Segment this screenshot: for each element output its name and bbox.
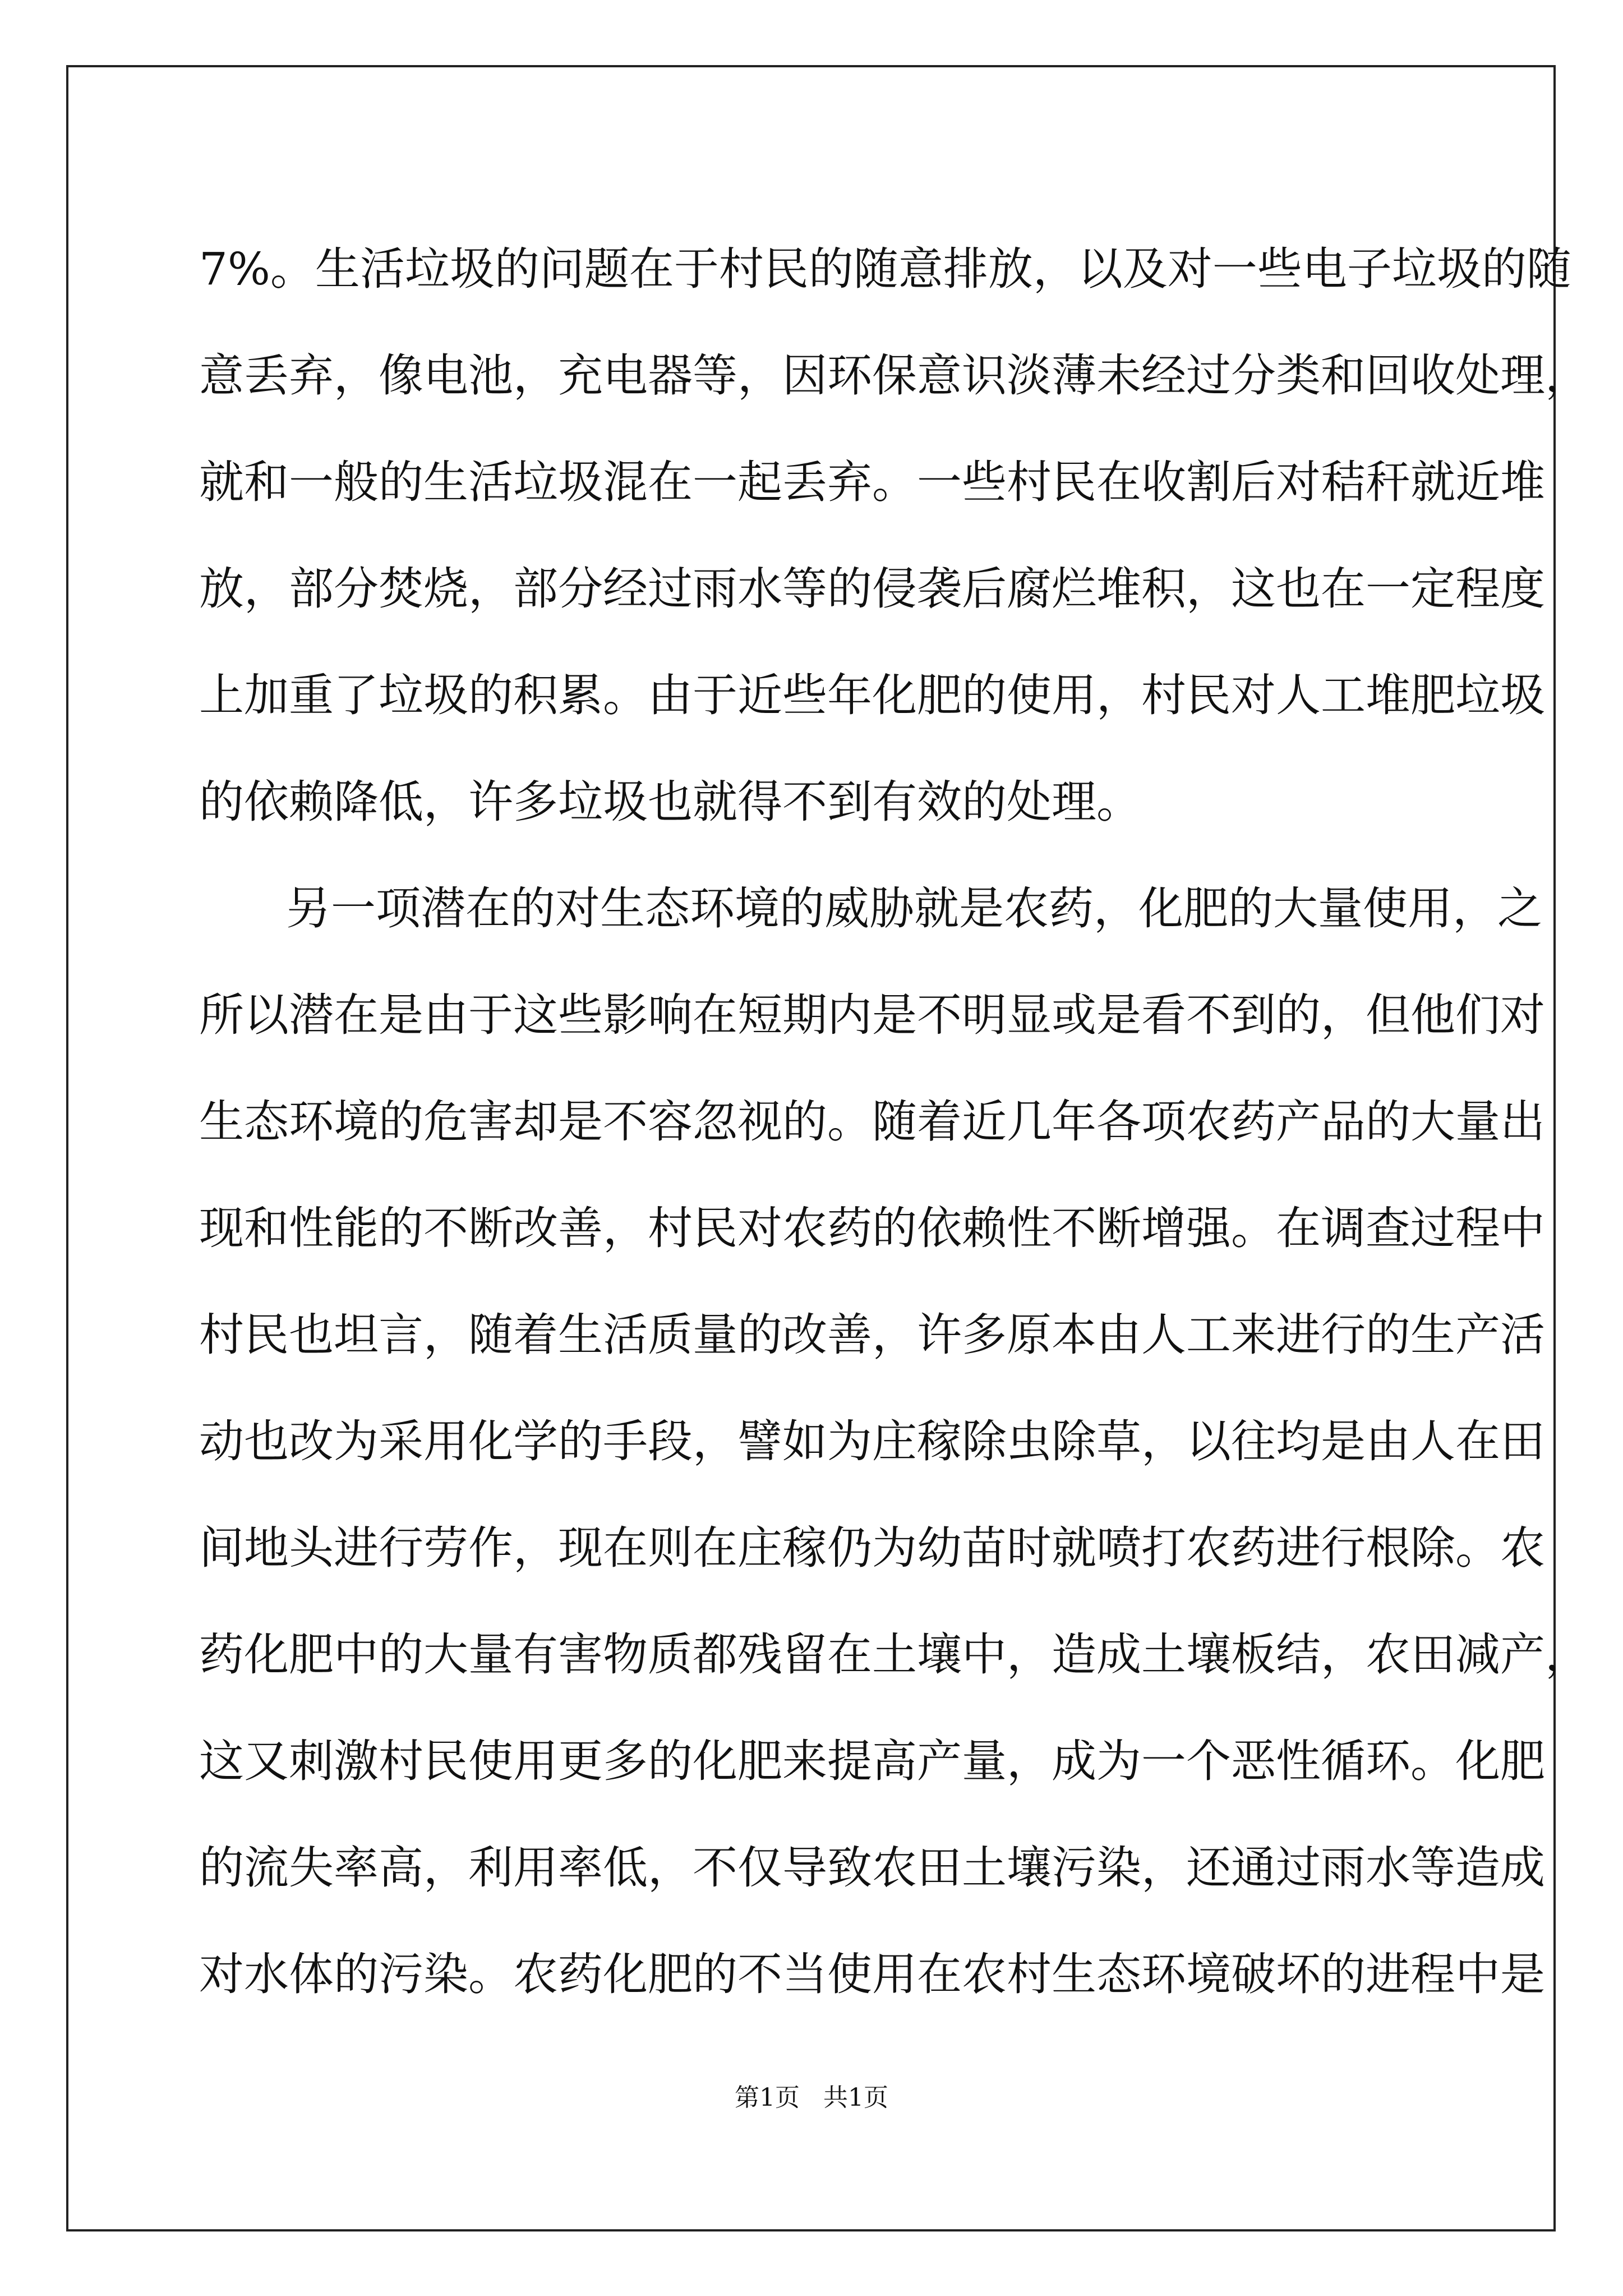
text-line: 上加重了垃圾的积累。由于近些年化肥的使用，村民对人工堆肥垃圾 — [199, 669, 1545, 721]
text-line: 生态环境的危害却是不容忽视的。随着近几年各项农药产品的大量出 — [199, 1096, 1545, 1148]
text-line: 药化肥中的大量有害物质都残留在土壤中，造成土壤板结，农田减产， — [199, 1628, 1590, 1681]
text-line: 7%。生活垃圾的问题在于村民的随意排放，以及对一些电子垃圾的随 — [199, 243, 1571, 295]
text-line: 这又刺激村民使用更多的化肥来提高产量，成为一个恶性循环。化肥 — [199, 1735, 1545, 1787]
text-line: 间地头进行劳作，现在则在庄稼仍为幼苗时就喷打农药进行根除。农 — [199, 1522, 1545, 1574]
paragraph-first-line: 另一项潜在的对生态环境的威胁就是农药，化肥的大量使用，之 — [286, 882, 1542, 935]
text-line: 的流失率高，利用率低，不仅导致农田土壤污染，还通过雨水等造成 — [199, 1842, 1545, 1894]
page-footer: 第1页 共1页 — [735, 2083, 888, 2112]
text-line: 现和性能的不断改善，村民对农药的依赖性不断增强。在调查过程中 — [199, 1202, 1545, 1254]
text-line: 意丢弃，像电池，充电器等，因环保意识淡薄未经过分类和回收处理， — [199, 349, 1590, 402]
document-body — [199, 216, 1590, 2028]
text-line: 动也改为采用化学的手段，譬如为庄稼除虫除草，以往均是由人在田 — [199, 1415, 1545, 1467]
text-line: 所以潜在是由于这些影响在短期内是不明显或是看不到的，但他们对 — [199, 989, 1545, 1041]
text-line: 对水体的污染。农药化肥的不当使用在农村生态环境破坏的进程中是 — [199, 1948, 1545, 2000]
text-line: 放，部分焚烧，部分经过雨水等的侵袭后腐烂堆积，这也在一定程度 — [199, 563, 1545, 615]
text-line: 村民也坦言，随着生活质量的改善，许多原本由人工来进行的生产活 — [199, 1309, 1545, 1361]
text-line: 的依赖降低，许多垃圾也就得不到有效的处理。 — [199, 776, 1141, 828]
text-line: 就和一般的生活垃圾混在一起丢弃。一些村民在收割后对秸秆就近堆 — [199, 456, 1545, 508]
